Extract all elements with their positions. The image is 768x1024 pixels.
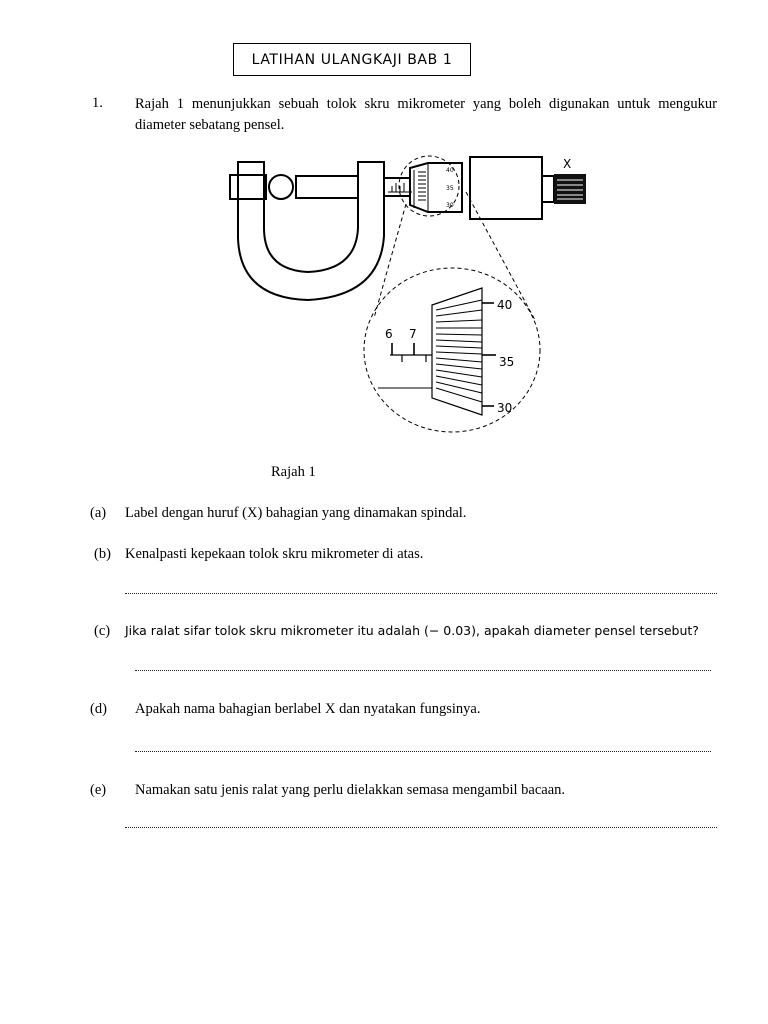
thimble-label-30: 30: [497, 401, 513, 415]
pencil-cross-section: [269, 175, 293, 199]
answer-line-d[interactable]: [135, 751, 711, 752]
answer-line-e[interactable]: [125, 827, 717, 828]
small-thimble-label-40: 40: [446, 167, 454, 174]
answer-line-b[interactable]: [125, 593, 717, 594]
part-d-label: (d): [90, 701, 107, 717]
part-b-label: (b): [94, 546, 111, 562]
micrometer-diagram: [0, 0, 768, 460]
part-c-label: (c): [94, 623, 111, 639]
part-a-label: (a): [90, 505, 107, 521]
sleeve: [384, 178, 410, 196]
thimble-label-40: 40: [497, 298, 513, 312]
ratchet-neck: [542, 176, 554, 202]
frame: [238, 162, 384, 300]
part-e-label: (e): [90, 782, 107, 798]
thimble-label-35: 35: [499, 355, 515, 369]
part-b-text: Kenalpasti kepekaan tolok skru mikrometer di atas.: [125, 546, 424, 562]
small-thimble-label-30: 30: [446, 202, 454, 209]
part-d-text: Apakah nama bahagian berlabel X dan nyatakan fungsinya.: [135, 701, 481, 717]
main-scale-label-7: 7: [409, 327, 417, 341]
part-a-text: Label dengan huruf (X) bahagian yang dinamakan spindal.: [125, 505, 467, 521]
zoomed-thimble: [432, 288, 482, 415]
question-intro: Rajah 1 menunjukkan sebuah tolok skru mikrometer yang boleh digunakan untuk mengukur diameter sebatang pensel.: [135, 96, 717, 133]
small-thimble-label-35: 35: [446, 185, 454, 192]
figure-caption: Rajah 1: [271, 464, 316, 480]
anvil: [230, 175, 266, 199]
label-x: X: [563, 157, 572, 171]
question-number: 1.: [92, 95, 103, 111]
spindle: [296, 176, 358, 198]
main-scale-label-6: 6: [385, 327, 393, 341]
thimble-body: [470, 157, 542, 219]
part-c-text: Jika ralat sifar tolok skru mikrometer itu adalah (− 0.03), apakah diameter pensel tersebut?: [125, 623, 699, 638]
worksheet-title: LATIHAN ULANGKAJI BAB 1: [233, 43, 471, 76]
answer-line-c[interactable]: [135, 670, 711, 671]
part-e-text: Namakan satu jenis ralat yang perlu dielakkan semasa mengambil bacaan.: [135, 782, 566, 798]
